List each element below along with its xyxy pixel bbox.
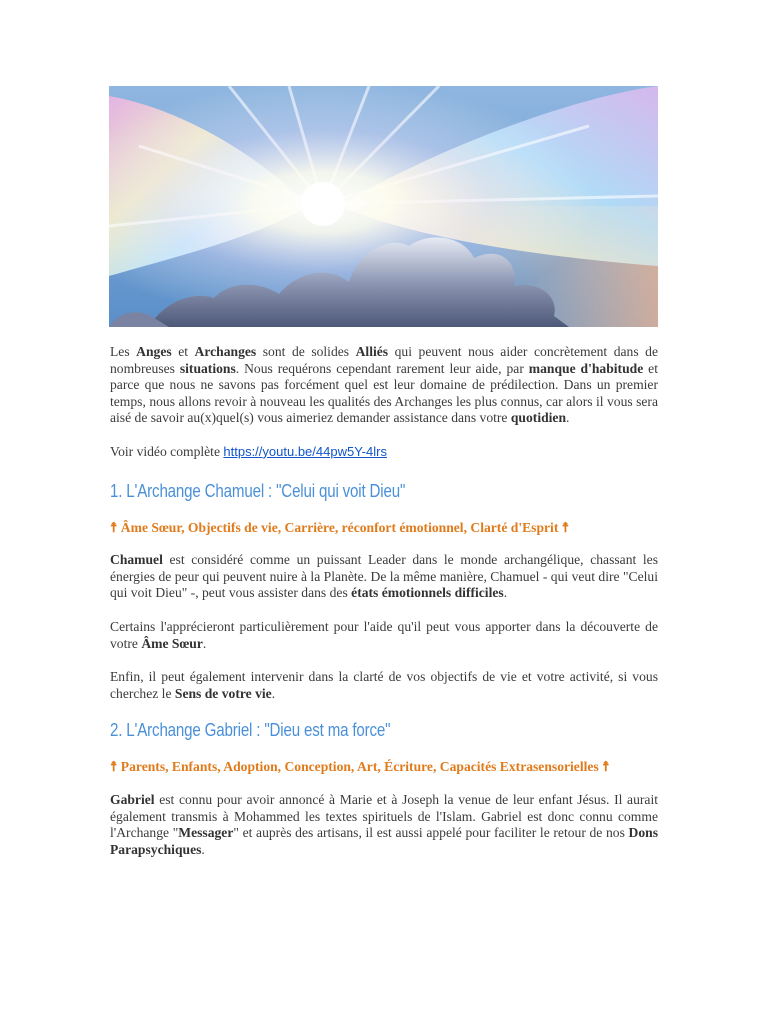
video-link[interactable]: https://youtu.be/44pw5Y-4lrs bbox=[223, 443, 387, 459]
bold-situations: situations bbox=[179, 360, 236, 376]
section-2-paragraph-1: Gabriel est connu pour avoir annoncé à Marie et à Joseph la venue de leur enfant Jésus. Il aurait également transmis à Mohammed les textes spirituels de l'Islam. Gabriel est donc connu comme l'Archange "Messager" et auprès des artisans, il est aussi appelé pour faciliter le retour de nos Dons Parapsychiques. bbox=[110, 791, 658, 857]
video-label: Voir vidéo complète bbox=[110, 443, 224, 459]
article-body bbox=[110, 344, 658, 875]
section-1-heading: 1. L'Archange Chamuel : "Celui qui voit Dieu" bbox=[110, 480, 406, 501]
section-2-keywords: ☨ Parents, Enfants, Adoption, Conception, Art, Écriture, Capacités Extrasensorielles ☨ bbox=[110, 759, 610, 775]
section-1-paragraph-2: Certains l'apprécieront particulièrement pour l'aide qu'il peut vous apporter dans la découverte de votre Âme Sœur. bbox=[110, 618, 658, 651]
intro-paragraph: Les Anges et Archanges sont de solides Alliés qui peuvent nous aider concrètement dans de nombreuses situations. Nous requérons cependant rarement leur aide, par manque d'habitude et parce que nous ne savons pas forcément quel est leur domaine de prédilection. Dans un premier temps, nous allons revoir à nouveau les qualités des Archanges les plus connus, car alors il vous sera aisé de savoir au(x)quel(s) vous aimeriez demander assistance dans votre quotidien. bbox=[110, 344, 659, 426]
bold-anges: Anges bbox=[136, 344, 172, 359]
bold-manque: manque d'habitude bbox=[528, 360, 644, 376]
bold-archanges: Archanges bbox=[194, 344, 257, 359]
section-2-heading: 2. L'Archange Gabriel : "Dieu est ma force" bbox=[110, 720, 391, 741]
section-1-paragraph-1: Chamuel est considéré comme un puissant Leader dans le monde archangélique, chassant les énergies de peur qui peuvent nuire à la Planète. De la même manière, Chamuel - qui veut dire "Celui qui voit Dieu" -, peut vous assister dans des états émotionnels difficiles. bbox=[110, 552, 658, 601]
bold-quotidien: quotidien bbox=[510, 410, 567, 426]
section-1-paragraph-3: Enfin, il peut également intervenir dans la clarté de vos objectifs de vie et votre activité, si vous cherchez le Sens de votre vie. bbox=[110, 669, 658, 701]
angel-wings-illustration bbox=[109, 86, 658, 327]
bold-allies: Alliés bbox=[355, 344, 389, 359]
video-line bbox=[110, 444, 658, 461]
angel-wings-image bbox=[109, 86, 658, 327]
section-1-keywords: ☨ Âme Sœur, Objectifs de vie, Carrière, réconfort émotionnel, Clarté d'Esprit ☨ bbox=[110, 519, 570, 535]
